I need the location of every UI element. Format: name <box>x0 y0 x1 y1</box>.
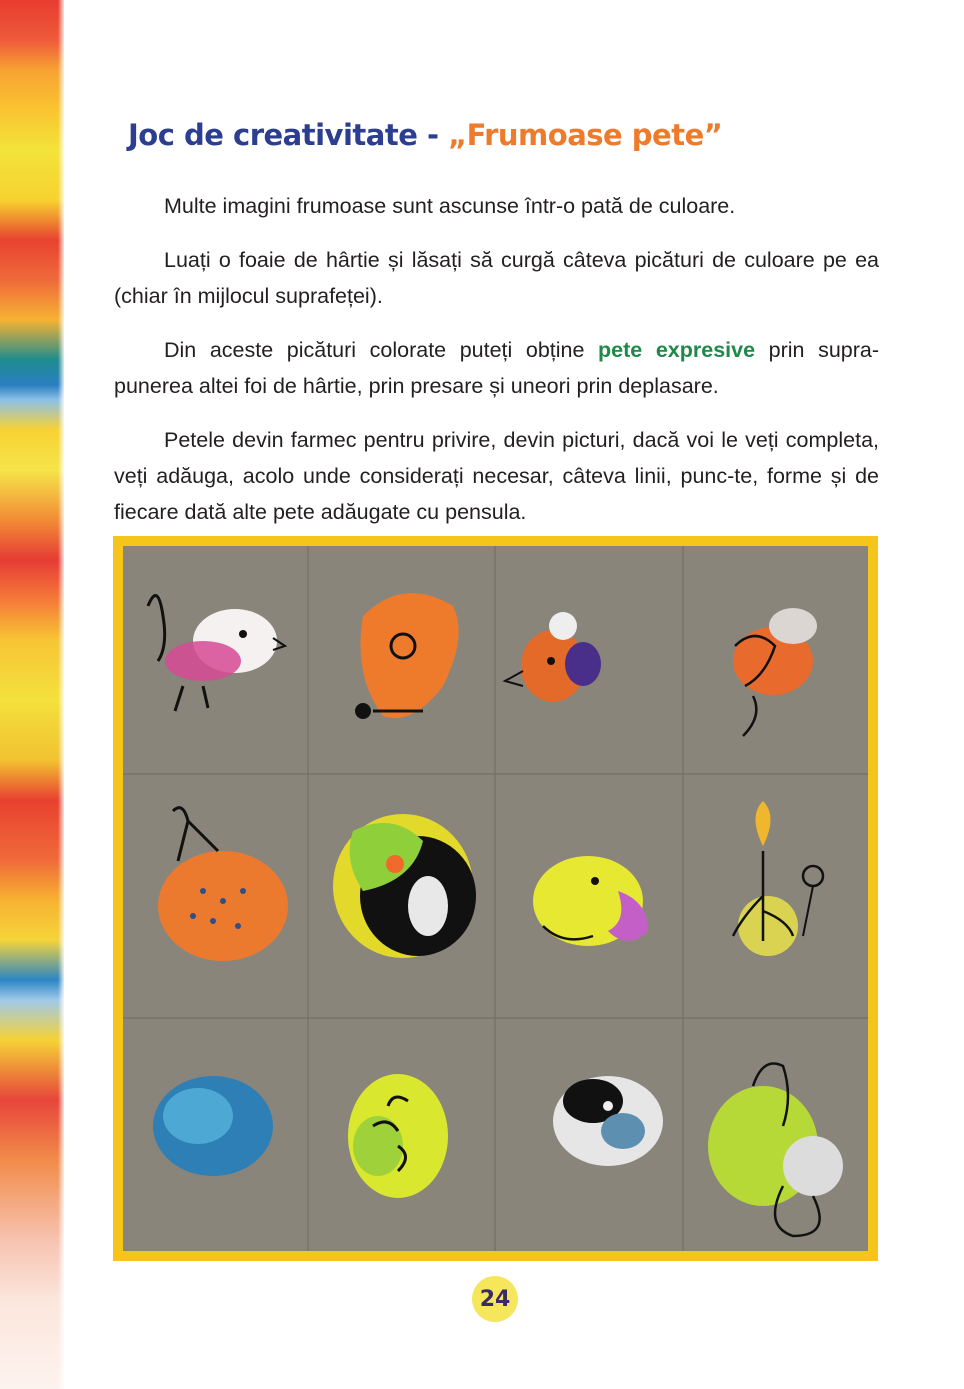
paragraph-3-end: prin supra-punerea altei foi de hârtie, prin presare și uneori prin deplasare. <box>114 338 880 398</box>
page-title <box>128 118 722 152</box>
paragraph-3 <box>114 332 879 404</box>
highlight-term: pete expresive <box>598 338 756 362</box>
title-quote: „Frumoase pete” <box>448 118 723 152</box>
blot-paintings-image <box>123 546 868 1251</box>
artwork-frame <box>113 536 878 1261</box>
title-main: Joc de creativitate - <box>128 118 449 152</box>
blot-black-white-blob <box>553 1076 663 1166</box>
page-number: 24 <box>472 1276 518 1322</box>
body-text <box>114 188 879 548</box>
paragraph-1: Multe imagini frumoase sunt ascunse într-o pată de culoare. <box>164 194 736 218</box>
paragraph-2: Luați o foaie de hârtie și lăsați să curgă câteva picături de culoare pe ea (chiar în mijlocul suprafeței). <box>114 248 879 308</box>
blot-yellow-face-blob <box>348 1074 448 1198</box>
paragraph-3-start: Din aceste picături colorate puteți obține <box>164 338 599 362</box>
blot-blue-blob <box>153 1076 273 1176</box>
paragraph-4: Petele devin farmec pentru privire, devin picturi, dacă voi le veți completa, veți adăuga, acolo unde considerați necesar, câteva linii, punc-te, forme și de fiecare dată alte pete adăugate cu pensula. <box>114 428 879 524</box>
rainbow-side-stripe <box>0 0 64 1389</box>
